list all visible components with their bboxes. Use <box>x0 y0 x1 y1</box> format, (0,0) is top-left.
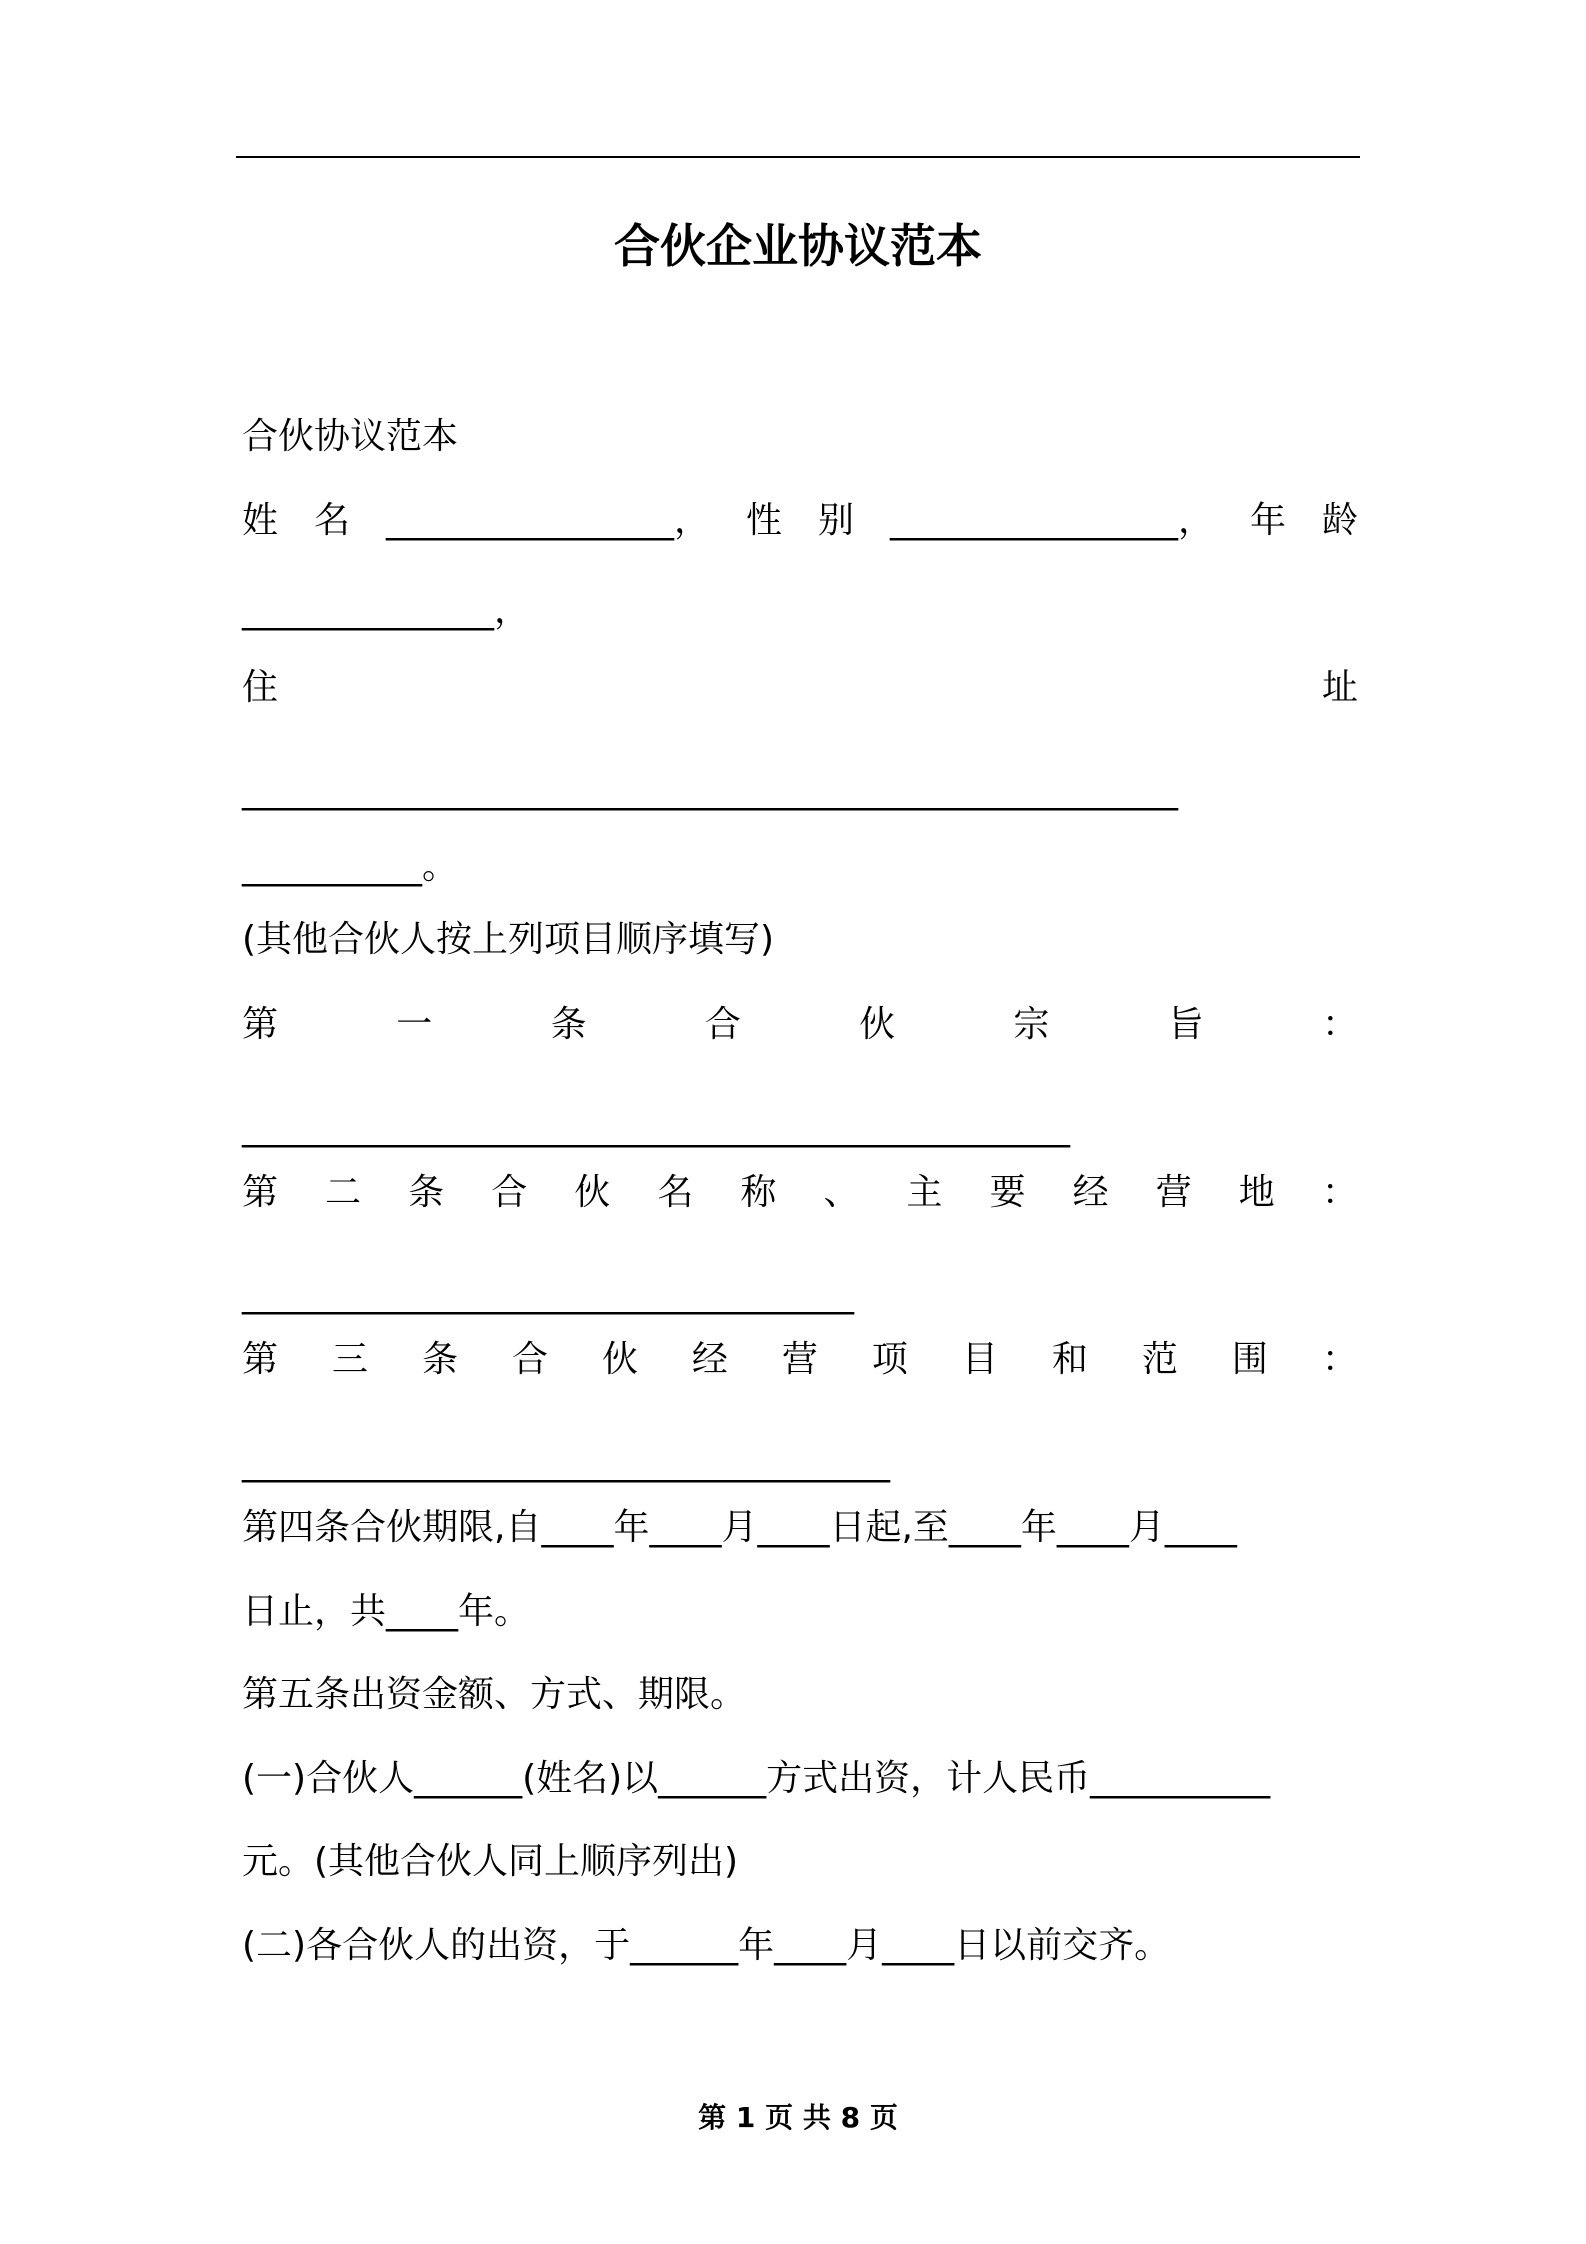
article-3-blank: ____________________________________ <box>242 1442 890 1483</box>
age-blank-line: ______________， <box>242 590 530 631</box>
article-2-blank: __________________________________ <box>242 1274 854 1315</box>
article-2-heading: 第 二 条 合 伙 名 称 、 主 要 经 营 地 ： <box>242 1172 1358 1213</box>
other-partners-note: (其他合伙人按上列项目顺序填写) <box>242 919 775 960</box>
article-4-term: 第四条合伙期限,自____年____月____日起,至____年____月____ <box>242 1507 1237 1548</box>
address-blank-end-line: __________。 <box>242 846 459 887</box>
article-5-item-1-end: 元。(其他合伙人同上顺序列出) <box>242 1841 739 1882</box>
article-5-item-1: (一)合伙人______(姓名)以______方式出资，计人民币__________ <box>242 1758 1271 1799</box>
subtitle: 合伙协议范本 <box>242 416 459 457</box>
address-blank-line: ____________________________________________________ <box>242 770 1178 811</box>
header-rule <box>236 156 1360 158</box>
article-1-blank: ______________________________________________ <box>242 1107 1070 1148</box>
article-1-heading: 第 一 条 合 伙 宗 旨 ： <box>242 1004 1358 1045</box>
article-5-item-2: (二)各合伙人的出资，于______年____月____日以前交齐。 <box>242 1925 1171 1966</box>
address-label-line: 住 址 <box>242 667 1358 708</box>
name-gender-age-line: 姓 名 ________________， 性 别 ________________， 年 龄 <box>242 500 1358 541</box>
article-3-heading: 第 三 条 合 伙 经 营 项 目 和 范 围 ： <box>242 1339 1358 1380</box>
page-number: 第 1 页 共 8 页 <box>698 2101 898 2134</box>
document-title: 合伙企业协议范本 <box>614 219 982 273</box>
article-4-term-end: 日止，共____年。 <box>242 1591 531 1632</box>
article-5-heading: 第五条出资金额、方式、期限。 <box>242 1674 747 1715</box>
